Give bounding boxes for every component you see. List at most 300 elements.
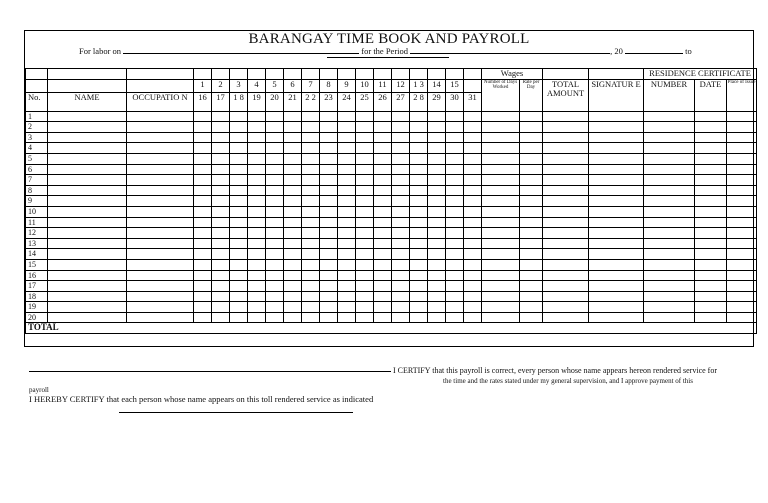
entry-cell[interactable] bbox=[127, 122, 194, 133]
entry-cell[interactable] bbox=[212, 164, 230, 175]
entry-cell[interactable] bbox=[543, 259, 589, 270]
entry-cell[interactable] bbox=[428, 228, 446, 239]
entry-cell[interactable] bbox=[266, 270, 284, 281]
entry-cell[interactable] bbox=[543, 122, 589, 133]
entry-cell[interactable] bbox=[374, 281, 392, 292]
entry-cell[interactable] bbox=[392, 312, 410, 323]
entry-cell[interactable] bbox=[48, 259, 127, 270]
entry-cell[interactable] bbox=[230, 153, 248, 164]
entry-cell[interactable] bbox=[644, 153, 695, 164]
entry-cell[interactable] bbox=[543, 196, 589, 207]
entry-cell[interactable] bbox=[410, 312, 428, 323]
entry-cell[interactable] bbox=[446, 185, 464, 196]
entry-cell[interactable] bbox=[543, 143, 589, 154]
entry-cell[interactable] bbox=[127, 217, 194, 228]
entry-cell[interactable] bbox=[520, 185, 543, 196]
entry-cell[interactable] bbox=[194, 302, 212, 313]
entry-cell[interactable] bbox=[284, 249, 302, 260]
entry-cell[interactable] bbox=[589, 259, 644, 270]
entry-cell[interactable] bbox=[695, 228, 727, 239]
entry-cell[interactable] bbox=[446, 228, 464, 239]
entry-cell[interactable] bbox=[48, 302, 127, 313]
entry-cell[interactable] bbox=[727, 143, 757, 154]
entry-cell[interactable] bbox=[695, 312, 727, 323]
entry-cell[interactable] bbox=[410, 122, 428, 133]
entry-cell[interactable] bbox=[543, 132, 589, 143]
entry-cell[interactable] bbox=[446, 164, 464, 175]
entry-cell[interactable] bbox=[543, 164, 589, 175]
entry-cell[interactable] bbox=[338, 238, 356, 249]
entry-cell[interactable] bbox=[212, 153, 230, 164]
entry-cell[interactable] bbox=[644, 312, 695, 323]
entry-cell[interactable] bbox=[284, 281, 302, 292]
entry-cell[interactable] bbox=[374, 122, 392, 133]
entry-cell[interactable] bbox=[428, 206, 446, 217]
entry-cell[interactable] bbox=[194, 249, 212, 260]
entry-cell[interactable] bbox=[392, 259, 410, 270]
entry-cell[interactable] bbox=[482, 175, 520, 186]
entry-cell[interactable] bbox=[266, 143, 284, 154]
entry-cell[interactable] bbox=[374, 312, 392, 323]
entry-cell[interactable] bbox=[284, 132, 302, 143]
entry-cell[interactable] bbox=[392, 228, 410, 239]
entry-cell[interactable] bbox=[48, 196, 127, 207]
entry-cell[interactable] bbox=[320, 238, 338, 249]
entry-cell[interactable] bbox=[302, 132, 320, 143]
entry-cell[interactable] bbox=[695, 122, 727, 133]
entry-cell[interactable] bbox=[464, 143, 482, 154]
entry-cell[interactable] bbox=[212, 185, 230, 196]
entry-cell[interactable] bbox=[543, 302, 589, 313]
entry-cell[interactable] bbox=[230, 217, 248, 228]
entry-cell[interactable] bbox=[446, 302, 464, 313]
entry-cell[interactable] bbox=[212, 143, 230, 154]
entry-cell[interactable] bbox=[392, 153, 410, 164]
entry-cell[interactable] bbox=[482, 259, 520, 270]
entry-cell[interactable] bbox=[374, 111, 392, 122]
entry-cell[interactable] bbox=[194, 228, 212, 239]
entry-cell[interactable] bbox=[520, 111, 543, 122]
entry-cell[interactable] bbox=[320, 132, 338, 143]
entry-cell[interactable] bbox=[266, 281, 284, 292]
entry-cell[interactable] bbox=[212, 259, 230, 270]
entry-cell[interactable] bbox=[338, 270, 356, 281]
entry-cell[interactable] bbox=[374, 206, 392, 217]
entry-cell[interactable] bbox=[410, 291, 428, 302]
entry-cell[interactable] bbox=[428, 185, 446, 196]
entry-cell[interactable] bbox=[266, 206, 284, 217]
entry-cell[interactable] bbox=[338, 228, 356, 239]
entry-cell[interactable] bbox=[212, 217, 230, 228]
entry-cell[interactable] bbox=[520, 228, 543, 239]
entry-cell[interactable] bbox=[428, 122, 446, 133]
entry-cell[interactable] bbox=[482, 206, 520, 217]
entry-cell[interactable] bbox=[284, 238, 302, 249]
entry-cell[interactable] bbox=[48, 153, 127, 164]
entry-cell[interactable] bbox=[48, 281, 127, 292]
entry-cell[interactable] bbox=[695, 270, 727, 281]
entry-cell[interactable] bbox=[543, 291, 589, 302]
entry-cell[interactable] bbox=[464, 281, 482, 292]
entry-cell[interactable] bbox=[428, 249, 446, 260]
entry-cell[interactable] bbox=[320, 281, 338, 292]
entry-cell[interactable] bbox=[589, 111, 644, 122]
entry-cell[interactable] bbox=[589, 206, 644, 217]
entry-cell[interactable] bbox=[248, 217, 266, 228]
entry-cell[interactable] bbox=[727, 259, 757, 270]
entry-cell[interactable] bbox=[194, 111, 212, 122]
entry-cell[interactable] bbox=[695, 281, 727, 292]
entry-cell[interactable] bbox=[284, 164, 302, 175]
signature-line-1[interactable] bbox=[29, 371, 391, 372]
entry-cell[interactable] bbox=[302, 312, 320, 323]
entry-cell[interactable] bbox=[727, 175, 757, 186]
entry-cell[interactable] bbox=[446, 122, 464, 133]
entry-cell[interactable] bbox=[230, 249, 248, 260]
entry-cell[interactable] bbox=[520, 249, 543, 260]
entry-cell[interactable] bbox=[428, 291, 446, 302]
entry-cell[interactable] bbox=[302, 175, 320, 186]
entry-cell[interactable] bbox=[644, 302, 695, 313]
entry-cell[interactable] bbox=[127, 302, 194, 313]
entry-cell[interactable] bbox=[338, 164, 356, 175]
entry-cell[interactable] bbox=[212, 291, 230, 302]
entry-cell[interactable] bbox=[356, 270, 374, 281]
entry-cell[interactable] bbox=[644, 175, 695, 186]
entry-cell[interactable] bbox=[48, 312, 127, 323]
entry-cell[interactable] bbox=[695, 185, 727, 196]
entry-cell[interactable] bbox=[212, 206, 230, 217]
entry-cell[interactable] bbox=[127, 291, 194, 302]
entry-cell[interactable] bbox=[410, 217, 428, 228]
entry-cell[interactable] bbox=[338, 206, 356, 217]
entry-cell[interactable] bbox=[589, 175, 644, 186]
entry-cell[interactable] bbox=[356, 206, 374, 217]
entry-cell[interactable] bbox=[374, 259, 392, 270]
entry-cell[interactable] bbox=[356, 111, 374, 122]
entry-cell[interactable] bbox=[543, 153, 589, 164]
entry-cell[interactable] bbox=[320, 259, 338, 270]
entry-cell[interactable] bbox=[543, 249, 589, 260]
entry-cell[interactable] bbox=[320, 291, 338, 302]
entry-cell[interactable] bbox=[446, 153, 464, 164]
entry-cell[interactable] bbox=[127, 132, 194, 143]
entry-cell[interactable] bbox=[464, 122, 482, 133]
entry-cell[interactable] bbox=[589, 217, 644, 228]
entry-cell[interactable] bbox=[520, 143, 543, 154]
entry-cell[interactable] bbox=[392, 111, 410, 122]
entry-cell[interactable] bbox=[695, 291, 727, 302]
entry-cell[interactable] bbox=[266, 228, 284, 239]
entry-cell[interactable] bbox=[482, 132, 520, 143]
entry-cell[interactable] bbox=[543, 281, 589, 292]
entry-cell[interactable] bbox=[302, 270, 320, 281]
entry-cell[interactable] bbox=[589, 312, 644, 323]
entry-cell[interactable] bbox=[410, 143, 428, 154]
entry-cell[interactable] bbox=[320, 185, 338, 196]
entry-cell[interactable] bbox=[446, 132, 464, 143]
entry-cell[interactable] bbox=[302, 153, 320, 164]
entry-cell[interactable] bbox=[727, 312, 757, 323]
entry-cell[interactable] bbox=[48, 164, 127, 175]
entry-cell[interactable] bbox=[302, 281, 320, 292]
entry-cell[interactable] bbox=[302, 111, 320, 122]
entry-cell[interactable] bbox=[482, 164, 520, 175]
entry-cell[interactable] bbox=[248, 302, 266, 313]
entry-cell[interactable] bbox=[338, 312, 356, 323]
entry-cell[interactable] bbox=[589, 291, 644, 302]
entry-cell[interactable] bbox=[446, 196, 464, 207]
entry-cell[interactable] bbox=[520, 164, 543, 175]
entry-cell[interactable] bbox=[428, 312, 446, 323]
entry-cell[interactable] bbox=[589, 238, 644, 249]
entry-cell[interactable] bbox=[230, 175, 248, 186]
entry-cell[interactable] bbox=[392, 291, 410, 302]
entry-cell[interactable] bbox=[589, 164, 644, 175]
entry-cell[interactable] bbox=[284, 185, 302, 196]
entry-cell[interactable] bbox=[727, 217, 757, 228]
entry-cell[interactable] bbox=[338, 153, 356, 164]
entry-cell[interactable] bbox=[374, 249, 392, 260]
entry-cell[interactable] bbox=[392, 132, 410, 143]
entry-cell[interactable] bbox=[302, 238, 320, 249]
entry-cell[interactable] bbox=[284, 122, 302, 133]
entry-cell[interactable] bbox=[302, 164, 320, 175]
entry-cell[interactable] bbox=[248, 111, 266, 122]
entry-cell[interactable] bbox=[727, 185, 757, 196]
entry-cell[interactable] bbox=[464, 249, 482, 260]
entry-cell[interactable] bbox=[392, 196, 410, 207]
entry-cell[interactable] bbox=[320, 312, 338, 323]
entry-cell[interactable] bbox=[374, 270, 392, 281]
entry-cell[interactable] bbox=[428, 196, 446, 207]
entry-cell[interactable] bbox=[194, 259, 212, 270]
entry-cell[interactable] bbox=[520, 270, 543, 281]
entry-cell[interactable] bbox=[520, 259, 543, 270]
entry-cell[interactable] bbox=[428, 217, 446, 228]
entry-cell[interactable] bbox=[543, 217, 589, 228]
entry-cell[interactable] bbox=[727, 153, 757, 164]
entry-cell[interactable] bbox=[266, 196, 284, 207]
entry-cell[interactable] bbox=[194, 164, 212, 175]
entry-cell[interactable] bbox=[446, 281, 464, 292]
entry-cell[interactable] bbox=[644, 217, 695, 228]
entry-cell[interactable] bbox=[338, 291, 356, 302]
entry-cell[interactable] bbox=[248, 153, 266, 164]
entry-cell[interactable] bbox=[644, 291, 695, 302]
entry-cell[interactable] bbox=[410, 281, 428, 292]
entry-cell[interactable] bbox=[356, 259, 374, 270]
entry-cell[interactable] bbox=[464, 270, 482, 281]
entry-cell[interactable] bbox=[428, 281, 446, 292]
entry-cell[interactable] bbox=[392, 143, 410, 154]
entry-cell[interactable] bbox=[727, 270, 757, 281]
entry-cell[interactable] bbox=[392, 249, 410, 260]
entry-cell[interactable] bbox=[320, 302, 338, 313]
entry-cell[interactable] bbox=[543, 228, 589, 239]
entry-cell[interactable] bbox=[320, 175, 338, 186]
entry-cell[interactable] bbox=[48, 238, 127, 249]
entry-cell[interactable] bbox=[230, 238, 248, 249]
entry-cell[interactable] bbox=[230, 111, 248, 122]
entry-cell[interactable] bbox=[212, 132, 230, 143]
entry-cell[interactable] bbox=[727, 281, 757, 292]
entry-cell[interactable] bbox=[320, 206, 338, 217]
entry-cell[interactable] bbox=[482, 217, 520, 228]
entry-cell[interactable] bbox=[230, 312, 248, 323]
entry-cell[interactable] bbox=[338, 122, 356, 133]
entry-cell[interactable] bbox=[410, 259, 428, 270]
entry-cell[interactable] bbox=[392, 122, 410, 133]
entry-cell[interactable] bbox=[266, 249, 284, 260]
entry-cell[interactable] bbox=[410, 175, 428, 186]
entry-cell[interactable] bbox=[589, 153, 644, 164]
entry-cell[interactable] bbox=[727, 291, 757, 302]
entry-cell[interactable] bbox=[374, 302, 392, 313]
entry-cell[interactable] bbox=[230, 302, 248, 313]
entry-cell[interactable] bbox=[356, 249, 374, 260]
entry-cell[interactable] bbox=[248, 238, 266, 249]
entry-cell[interactable] bbox=[212, 302, 230, 313]
entry-cell[interactable] bbox=[320, 249, 338, 260]
entry-cell[interactable] bbox=[482, 196, 520, 207]
entry-cell[interactable] bbox=[695, 153, 727, 164]
entry-cell[interactable] bbox=[194, 132, 212, 143]
entry-cell[interactable] bbox=[356, 185, 374, 196]
entry-cell[interactable] bbox=[520, 196, 543, 207]
entry-cell[interactable] bbox=[482, 228, 520, 239]
entry-cell[interactable] bbox=[284, 217, 302, 228]
entry-cell[interactable] bbox=[428, 302, 446, 313]
entry-cell[interactable] bbox=[464, 164, 482, 175]
entry-cell[interactable] bbox=[482, 312, 520, 323]
entry-cell[interactable] bbox=[446, 270, 464, 281]
entry-cell[interactable] bbox=[127, 143, 194, 154]
entry-cell[interactable] bbox=[482, 153, 520, 164]
entry-cell[interactable] bbox=[356, 153, 374, 164]
entry-cell[interactable] bbox=[446, 143, 464, 154]
entry-cell[interactable] bbox=[374, 185, 392, 196]
entry-cell[interactable] bbox=[428, 175, 446, 186]
entry-cell[interactable] bbox=[410, 132, 428, 143]
entry-cell[interactable] bbox=[320, 217, 338, 228]
entry-cell[interactable] bbox=[127, 228, 194, 239]
entry-cell[interactable] bbox=[482, 270, 520, 281]
entry-cell[interactable] bbox=[482, 249, 520, 260]
entry-cell[interactable] bbox=[727, 132, 757, 143]
entry-cell[interactable] bbox=[695, 249, 727, 260]
entry-cell[interactable] bbox=[644, 228, 695, 239]
entry-cell[interactable] bbox=[320, 270, 338, 281]
entry-cell[interactable] bbox=[482, 185, 520, 196]
entry-cell[interactable] bbox=[127, 164, 194, 175]
entry-cell[interactable] bbox=[338, 196, 356, 207]
entry-cell[interactable] bbox=[392, 302, 410, 313]
entry-cell[interactable] bbox=[212, 111, 230, 122]
entry-cell[interactable] bbox=[248, 122, 266, 133]
entry-cell[interactable] bbox=[48, 111, 127, 122]
entry-cell[interactable] bbox=[589, 185, 644, 196]
entry-cell[interactable] bbox=[302, 302, 320, 313]
entry-cell[interactable] bbox=[338, 175, 356, 186]
entry-cell[interactable] bbox=[727, 238, 757, 249]
entry-cell[interactable] bbox=[520, 153, 543, 164]
entry-cell[interactable] bbox=[543, 238, 589, 249]
entry-cell[interactable] bbox=[248, 281, 266, 292]
entry-cell[interactable] bbox=[230, 206, 248, 217]
entry-cell[interactable] bbox=[727, 196, 757, 207]
entry-cell[interactable] bbox=[695, 217, 727, 228]
entry-cell[interactable] bbox=[410, 206, 428, 217]
entry-cell[interactable] bbox=[589, 143, 644, 154]
entry-cell[interactable] bbox=[212, 270, 230, 281]
entry-cell[interactable] bbox=[374, 291, 392, 302]
entry-cell[interactable] bbox=[48, 122, 127, 133]
year-blank[interactable] bbox=[625, 45, 683, 54]
entry-cell[interactable] bbox=[410, 270, 428, 281]
entry-cell[interactable] bbox=[410, 249, 428, 260]
entry-cell[interactable] bbox=[230, 259, 248, 270]
entry-cell[interactable] bbox=[48, 185, 127, 196]
entry-cell[interactable] bbox=[48, 291, 127, 302]
entry-cell[interactable] bbox=[482, 291, 520, 302]
entry-cell[interactable] bbox=[248, 143, 266, 154]
entry-cell[interactable] bbox=[356, 217, 374, 228]
entry-cell[interactable] bbox=[127, 185, 194, 196]
entry-cell[interactable] bbox=[464, 175, 482, 186]
entry-cell[interactable] bbox=[374, 217, 392, 228]
entry-cell[interactable] bbox=[428, 143, 446, 154]
entry-cell[interactable] bbox=[194, 206, 212, 217]
entry-cell[interactable] bbox=[284, 291, 302, 302]
entry-cell[interactable] bbox=[543, 312, 589, 323]
entry-cell[interactable] bbox=[695, 132, 727, 143]
entry-cell[interactable] bbox=[284, 196, 302, 207]
entry-cell[interactable] bbox=[127, 238, 194, 249]
entry-cell[interactable] bbox=[48, 228, 127, 239]
entry-cell[interactable] bbox=[644, 111, 695, 122]
entry-cell[interactable] bbox=[482, 111, 520, 122]
entry-cell[interactable] bbox=[230, 143, 248, 154]
entry-cell[interactable] bbox=[727, 249, 757, 260]
entry-cell[interactable] bbox=[194, 185, 212, 196]
entry-cell[interactable] bbox=[248, 132, 266, 143]
entry-cell[interactable] bbox=[410, 302, 428, 313]
entry-cell[interactable] bbox=[695, 143, 727, 154]
entry-cell[interactable] bbox=[248, 228, 266, 239]
entry-cell[interactable] bbox=[248, 206, 266, 217]
entry-cell[interactable] bbox=[320, 164, 338, 175]
entry-cell[interactable] bbox=[194, 270, 212, 281]
entry-cell[interactable] bbox=[302, 249, 320, 260]
entry-cell[interactable] bbox=[727, 111, 757, 122]
entry-cell[interactable] bbox=[302, 185, 320, 196]
entry-cell[interactable] bbox=[320, 122, 338, 133]
entry-cell[interactable] bbox=[520, 217, 543, 228]
entry-cell[interactable] bbox=[644, 281, 695, 292]
entry-cell[interactable] bbox=[589, 249, 644, 260]
entry-cell[interactable] bbox=[48, 249, 127, 260]
entry-cell[interactable] bbox=[284, 206, 302, 217]
entry-cell[interactable] bbox=[266, 217, 284, 228]
entry-cell[interactable] bbox=[589, 196, 644, 207]
entry-cell[interactable] bbox=[356, 228, 374, 239]
entry-cell[interactable] bbox=[284, 153, 302, 164]
entry-cell[interactable] bbox=[520, 175, 543, 186]
entry-cell[interactable] bbox=[374, 143, 392, 154]
entry-cell[interactable] bbox=[338, 217, 356, 228]
entry-cell[interactable] bbox=[410, 196, 428, 207]
